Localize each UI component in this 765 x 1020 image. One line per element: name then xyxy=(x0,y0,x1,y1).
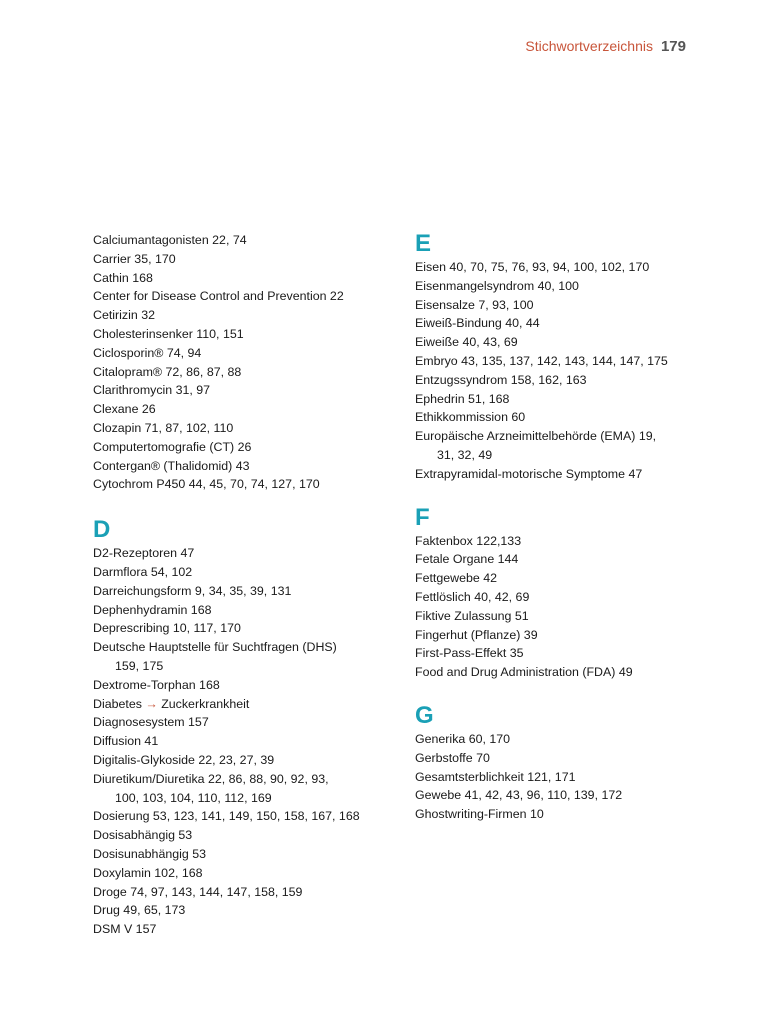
index-entry xyxy=(93,475,403,494)
entry-text: Embryo 43, 135, 137, 142, 143, 144, 147, 175 xyxy=(415,353,668,368)
index-group xyxy=(93,231,403,494)
index-group xyxy=(415,504,725,682)
index-entry xyxy=(93,601,403,620)
index-entry xyxy=(415,569,725,588)
entry-text: Dosierung 53, 123, 141, 149, 150, 158, 167, 168 xyxy=(93,809,360,824)
index-entry xyxy=(415,805,725,824)
index-entry xyxy=(93,400,403,419)
entry-text: Fetale Organe 144 xyxy=(415,552,519,567)
index-entry xyxy=(93,845,403,864)
index-entry xyxy=(93,883,403,902)
index-entry xyxy=(93,325,403,344)
index-entry xyxy=(93,582,403,601)
cross-reference-target: Zuckerkrankheit xyxy=(161,696,250,711)
entry-text: Eiweiße 40, 43, 69 xyxy=(415,335,518,350)
index-entry xyxy=(415,749,725,768)
index-entry xyxy=(93,381,403,400)
entry-text: Gewebe 41, 42, 43, 96, 110, 139, 172 xyxy=(415,788,623,803)
index-entry xyxy=(415,296,725,315)
index-column-left xyxy=(93,231,403,939)
index-entry-continuation: 31, 32, 49 xyxy=(437,447,493,462)
index-entry xyxy=(415,465,725,484)
index-entry xyxy=(93,250,403,269)
entry-text: Diffusion 41 xyxy=(93,734,159,749)
index-letter-heading: D xyxy=(93,516,111,544)
index-entry xyxy=(93,344,403,363)
index-entry xyxy=(93,563,403,582)
index-entry xyxy=(415,371,725,390)
entry-text: Calciumantagonisten 22, 74 xyxy=(93,233,247,247)
entry-text: Diabetes xyxy=(93,696,142,711)
index-entry xyxy=(415,314,725,333)
index-entry xyxy=(415,607,725,626)
entry-text: Droge 74, 97, 143, 144, 147, 158, 159 xyxy=(93,884,303,899)
entry-text: Fingerhut (Pflanze) 39 xyxy=(415,627,538,642)
entry-text: Drug 49, 65, 173 xyxy=(93,903,186,918)
entry-text: Europäische Arzneimittelbehörde (EMA) 19, xyxy=(415,429,657,444)
entry-text: Center for Disease Control and Prevention 22 xyxy=(93,289,344,304)
index-group xyxy=(415,230,725,484)
index-entry xyxy=(415,352,725,371)
index-entry xyxy=(93,920,403,939)
entry-text: D2-Rezeptoren 47 xyxy=(93,546,195,561)
entry-text: Fiktive Zulassung 51 xyxy=(415,608,529,623)
index-group xyxy=(93,516,403,939)
entry-text: Eiweiß-Bindung 40, 44 xyxy=(415,316,540,331)
entry-text: Dextrome-Torphan 168 xyxy=(93,677,220,692)
index-entry-continuation: 159, 175 xyxy=(115,658,164,673)
index-entry xyxy=(415,550,725,569)
index-entry-continuation: 100, 103, 104, 110, 112, 169 xyxy=(115,790,272,805)
index-entry xyxy=(93,676,403,695)
index-entry xyxy=(415,333,725,352)
entry-text: Doxylamin 102, 168 xyxy=(93,865,203,880)
entry-text: Carrier 35, 170 xyxy=(93,251,176,266)
cross-reference-arrow-icon: → xyxy=(145,696,158,711)
entry-text: Ciclosporin® 74, 94 xyxy=(93,345,202,360)
entry-text: Food and Drug Administration (FDA) 49 xyxy=(415,665,633,680)
entry-text: Dosisabhängig 53 xyxy=(93,828,193,843)
entry-text: First-Pass-Effekt 35 xyxy=(415,646,524,661)
entry-text: Darmflora 54, 102 xyxy=(93,564,193,579)
index-entry xyxy=(93,438,403,457)
index-letter-heading: F xyxy=(415,503,430,531)
entry-text: Cholesterinsenker 110, 151 xyxy=(93,326,244,341)
index-entry xyxy=(93,619,403,638)
entry-text: Deutsche Hauptstelle für Suchtfragen (DHS) xyxy=(93,640,337,655)
index-entry xyxy=(415,390,725,409)
entry-text: Cytochrom P450 44, 45, 70, 74, 127, 170 xyxy=(93,477,320,492)
index-entry xyxy=(93,544,403,563)
index-entry xyxy=(93,901,403,920)
section-title: Stichwortverzeichnis xyxy=(525,38,653,54)
entry-text: Entzugssyndrom 158, 162, 163 xyxy=(415,372,587,387)
entry-text: Ghostwriting-Firmen 10 xyxy=(415,807,544,822)
entry-text: Fettgewebe 42 xyxy=(415,571,497,586)
entry-text: DSM V 157 xyxy=(93,922,157,937)
index-entry xyxy=(93,363,403,382)
index-entry xyxy=(415,427,725,446)
entry-text: Contergan® (Thalidomid) 43 xyxy=(93,458,250,473)
index-entry xyxy=(415,626,725,645)
index-entry xyxy=(93,638,403,657)
entry-text: Diuretikum/Diuretika 22, 86, 88, 90, 92, 93, xyxy=(93,771,329,786)
index-entry xyxy=(93,864,403,883)
index-entry xyxy=(93,807,403,826)
index-entry xyxy=(93,287,403,306)
index-entry xyxy=(93,231,403,250)
entry-text: Ephedrin 51, 168 xyxy=(415,391,510,406)
entry-text: Dephenhydramin 168 xyxy=(93,602,212,617)
index-column-right xyxy=(415,230,725,824)
index-entry xyxy=(415,532,725,551)
index-entry xyxy=(415,408,725,427)
index-entry xyxy=(93,713,403,732)
entry-text: Eisenmangelsyndrom 40, 100 xyxy=(415,278,579,293)
entry-text: Eisen 40, 70, 75, 76, 93, 94, 100, 102, 170 xyxy=(415,260,650,274)
entry-text: Extrapyramidal-motorische Symptome 47 xyxy=(415,466,643,481)
entry-text: Digitalis-Glykoside 22, 23, 27, 39 xyxy=(93,752,275,767)
index-entry xyxy=(93,269,403,288)
entry-text: Dosisunabhängig 53 xyxy=(93,846,206,861)
entry-text: Fettlöslich 40, 42, 69 xyxy=(415,589,530,604)
entry-text: Darreichungsform 9, 34, 35, 39, 131 xyxy=(93,583,292,598)
entry-text: Clexane 26 xyxy=(93,402,156,417)
entry-text: Faktenbox 122,133 xyxy=(415,533,522,548)
entry-text: Diagnosesystem 157 xyxy=(93,715,209,730)
index-entry xyxy=(93,770,403,789)
index-entry xyxy=(93,826,403,845)
index-entry xyxy=(415,258,725,277)
index-letter-heading: G xyxy=(415,701,434,729)
entry-text: Ethikkommission 60 xyxy=(415,410,526,425)
index-letter-heading: E xyxy=(415,230,432,257)
index-entry xyxy=(93,306,403,325)
index-entry xyxy=(415,277,725,296)
entry-text: Citalopram® 72, 86, 87, 88 xyxy=(93,364,242,379)
entry-text: Clozapin 71, 87, 102, 110 xyxy=(93,420,234,435)
index-entry xyxy=(415,663,725,682)
index-entry xyxy=(415,644,725,663)
page-number: 179 xyxy=(660,38,686,55)
index-entry xyxy=(93,732,403,751)
entry-text: Gesamtsterblichkeit 121, 171 xyxy=(415,769,576,784)
index-entry xyxy=(415,786,725,805)
entry-text: Eisensalze 7, 93, 100 xyxy=(415,297,534,312)
index-entry xyxy=(415,730,725,749)
running-header xyxy=(525,37,686,56)
entry-text: Gerbstoffe 70 xyxy=(415,750,490,765)
entry-text: Cetirizin 32 xyxy=(93,308,155,323)
entry-text: Generika 60, 170 xyxy=(415,731,511,746)
index-entry xyxy=(93,751,403,770)
index-entry xyxy=(93,695,403,714)
entry-text: Computertomografie (CT) 26 xyxy=(93,439,252,454)
entry-text: Clarithromycin 31, 97 xyxy=(93,383,211,398)
index-group xyxy=(415,702,725,824)
entry-text: Cathin 168 xyxy=(93,270,153,285)
entry-text: Deprescribing 10, 117, 170 xyxy=(93,621,241,636)
index-entry xyxy=(415,768,725,787)
index-entry xyxy=(93,457,403,476)
index-entry xyxy=(415,588,725,607)
index-entry xyxy=(93,419,403,438)
